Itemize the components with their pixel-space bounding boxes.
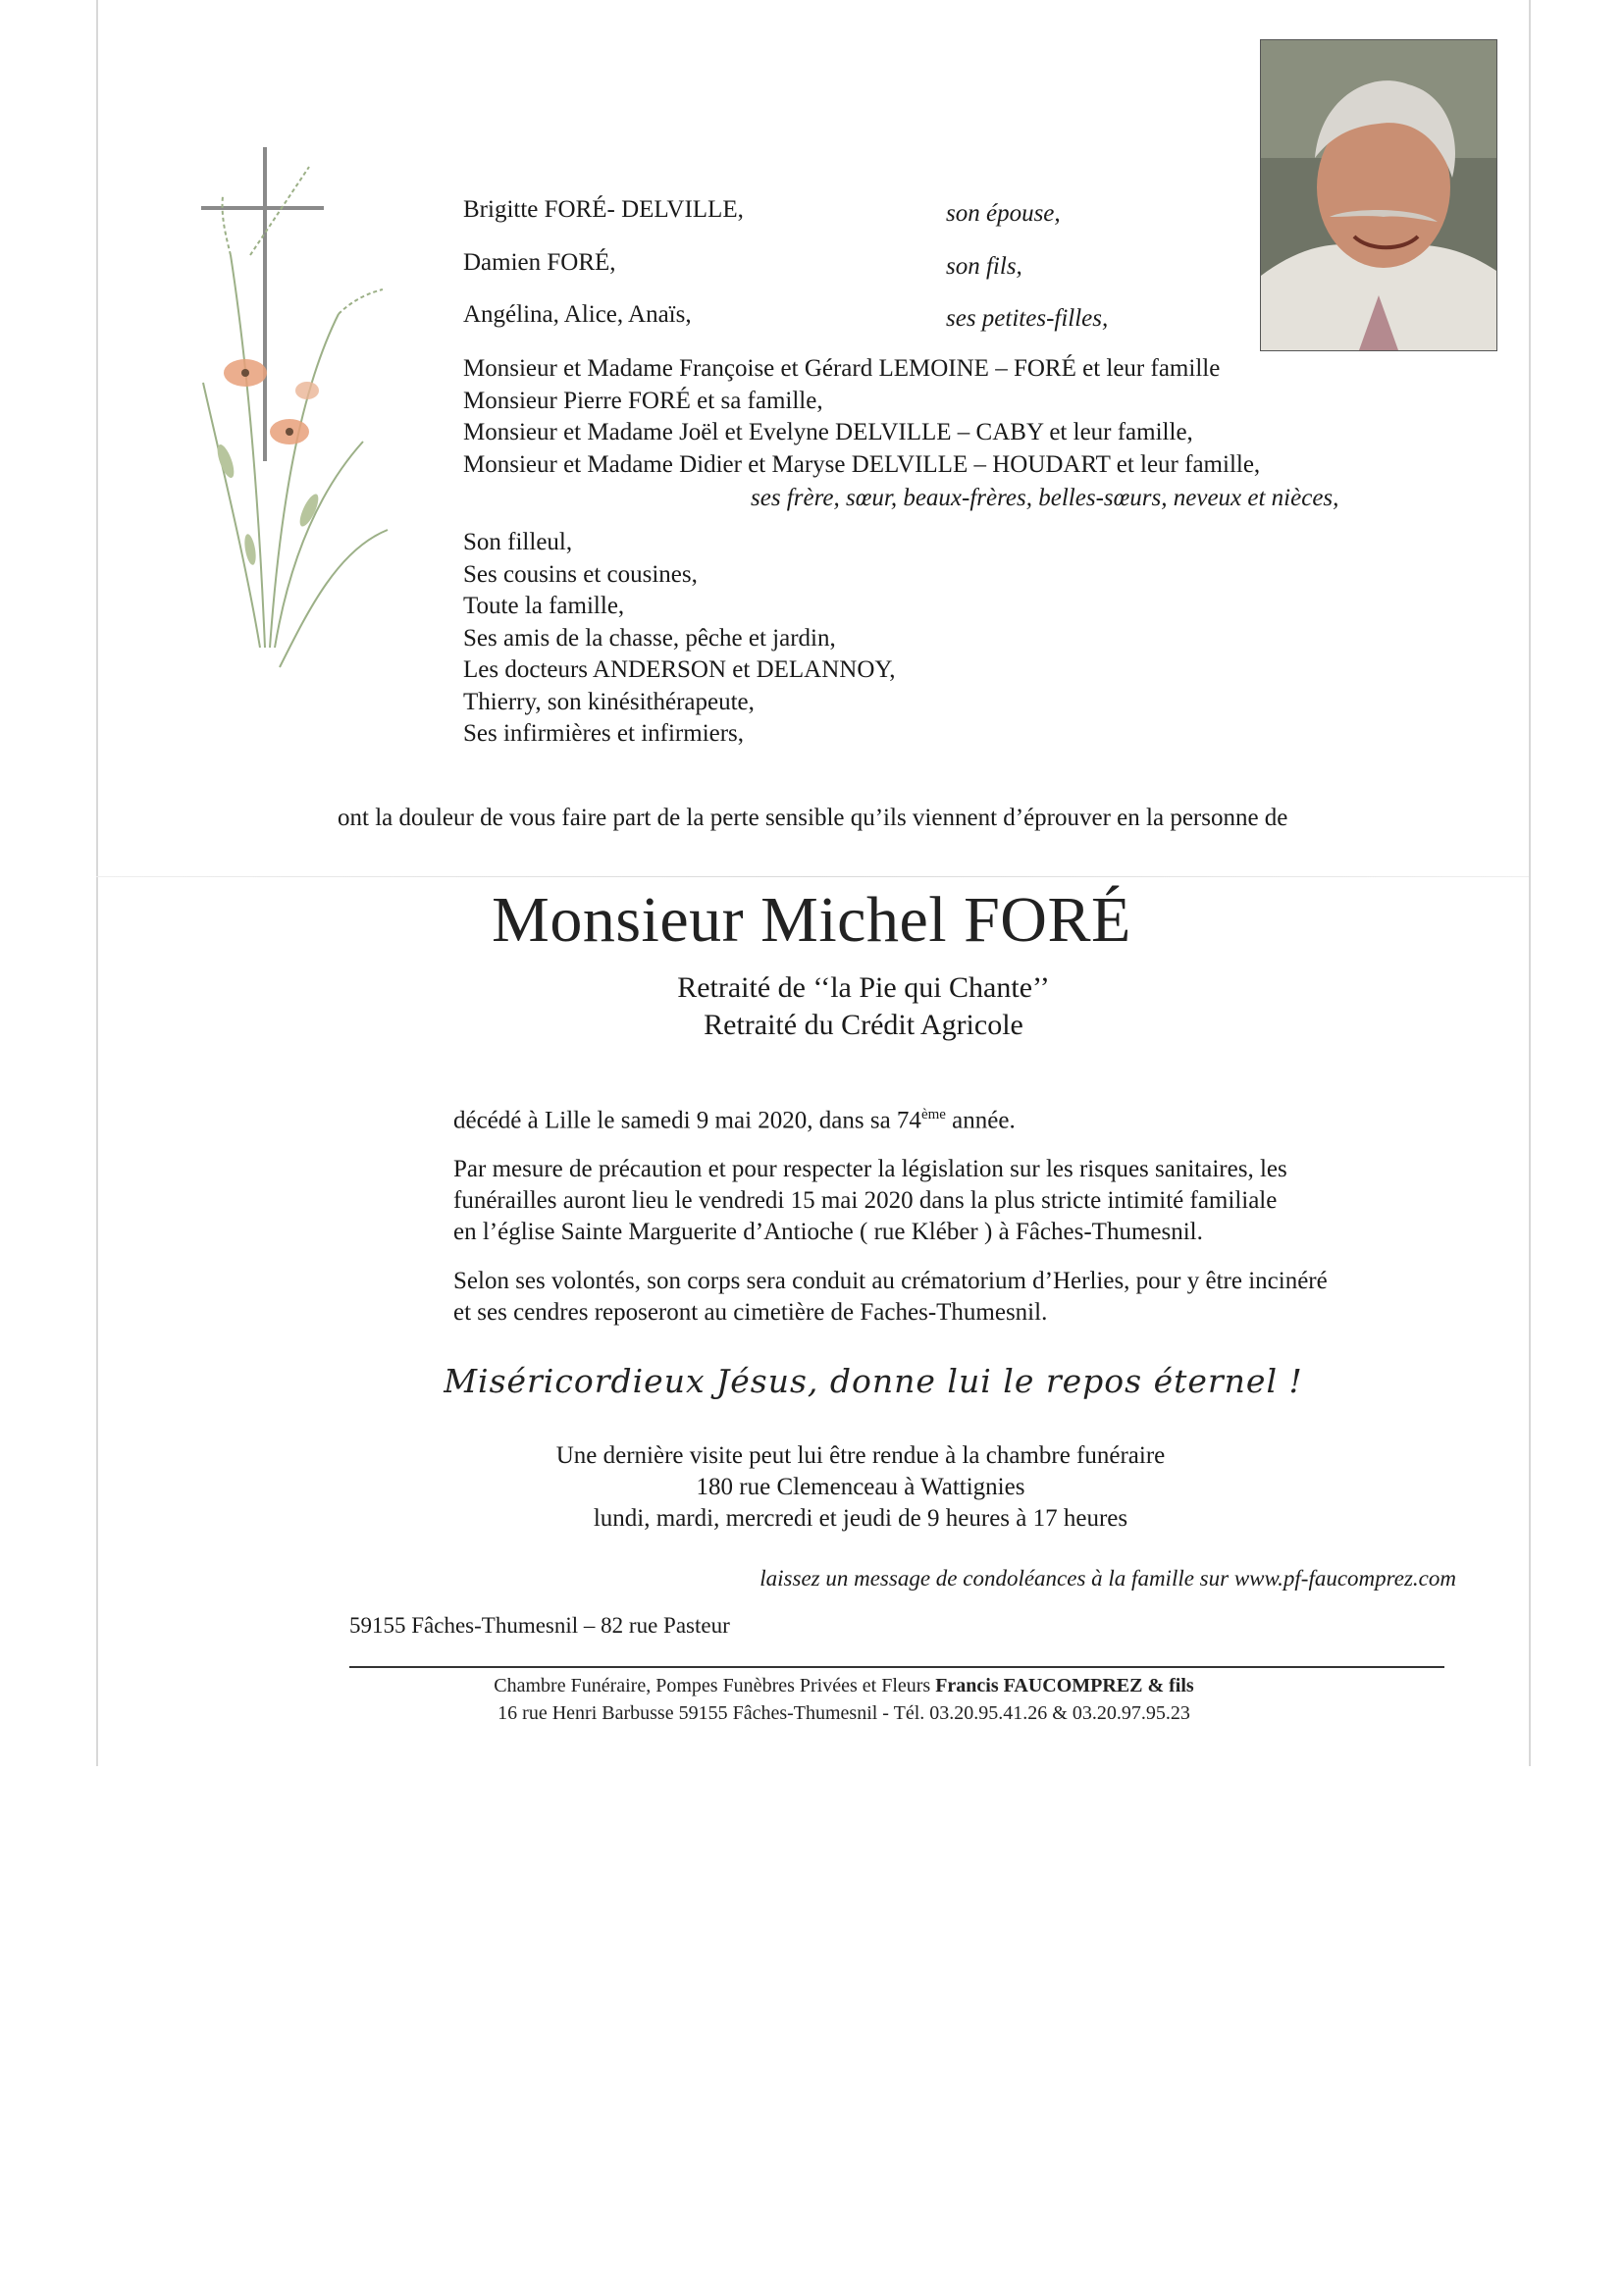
- sibling-line: Monsieur Pierre FORÉ et sa famille,: [463, 387, 823, 414]
- footer-prefix: Chambre Funéraire, Pompes Funèbres Privées et Fleurs: [494, 1675, 936, 1696]
- funeral-home-name: Francis FAUCOMPREZ & fils: [935, 1675, 1194, 1696]
- footer-rule: [349, 1666, 1444, 1668]
- other-line: Toute la famille,: [463, 593, 625, 619]
- family-address: 59155 Fâches-Thumesnil – 82 rue Pasteur: [349, 1613, 730, 1638]
- funeral-line: Par mesure de précaution et pour respecter la législation sur les risques sanitaires, les: [453, 1156, 1287, 1182]
- family-name: Brigitte FORÉ- DELVILLE,: [463, 196, 744, 223]
- wishes-paragraph: [453, 1266, 1435, 1329]
- death-sup: ème: [920, 1107, 946, 1122]
- visit-line: Une dernière visite peut lui être rendue à la chambre funéraire: [555, 1442, 1166, 1469]
- deceased-subtitle-2: Retraité du Crédit Agricole: [704, 1009, 1023, 1041]
- funeral-home-footer: [0, 1672, 1623, 1727]
- family-name: Angélina, Alice, Anaïs,: [463, 301, 692, 328]
- cross-and-poppies-illustration: [191, 137, 417, 687]
- death-after: année.: [945, 1107, 1016, 1134]
- siblings-role: ses frère, sœur, beaux-frères, belles-sœurs, neveux et nièces,: [751, 485, 1339, 511]
- fold-line: [96, 876, 1529, 877]
- deceased-name: Monsieur Michel FORÉ: [492, 884, 1131, 956]
- other-line: Son filleul,: [463, 529, 573, 555]
- other-line: Ses infirmières et infirmiers,: [463, 720, 745, 747]
- funeral-line: en l’église Sainte Marguerite d’Antioche ( rue Kléber ) à Fâches-Thumesnil.: [453, 1219, 1203, 1245]
- deceased-subtitle-1: Retraité de ‘‘la Pie qui Chante’’: [677, 971, 1050, 1004]
- family-son: [463, 249, 1150, 285]
- wheat-stems: [203, 167, 388, 667]
- funeral-paragraph: [453, 1154, 1435, 1248]
- other-line: Les docteurs ANDERSON et DELANNOY,: [463, 656, 896, 683]
- condolences-note: laissez un message de condoléances à la famille sur www.pf-faucomprez.com: [759, 1566, 1456, 1591]
- others-list: [463, 527, 895, 751]
- visit-line: 180 rue Clemenceau à Wattignies: [696, 1474, 1025, 1500]
- announcement-text: ont la douleur de vous faire part de la perte sensible qu’ils viennent d’éprouver en la personne de: [338, 805, 1288, 831]
- prayer-text: Miséricordieux Jésus, donne lui le repos éternel !: [444, 1362, 1303, 1400]
- visit-info: [0, 1440, 1623, 1535]
- portrait-photo: [1260, 39, 1497, 351]
- family-granddaughters: [463, 301, 1150, 337]
- family-role: ses petites-filles,: [946, 305, 1109, 332]
- sibling-line: Monsieur et Madame Didier et Maryse DELVILLE – HOUDART et leur famille,: [463, 450, 1261, 478]
- footer-line-1: [0, 1672, 1623, 1699]
- wishes-line: Selon ses volontés, son corps sera conduit au crématorium d’Herlies, pour y être incinéré: [453, 1268, 1328, 1294]
- sibling-line: Monsieur et Madame Joël et Evelyne DELVILLE – CABY et leur famille,: [463, 419, 1193, 445]
- family-spouse: [463, 196, 1150, 232]
- siblings-list: [463, 353, 1260, 481]
- other-line: Ses cousins et cousines,: [463, 560, 698, 588]
- other-line: Ses amis de la chasse, pêche et jardin,: [463, 624, 836, 652]
- death-line: [453, 1099, 1435, 1136]
- visit-line: lundi, mardi, mercredi et jeudi de 9 heures à 17 heures: [593, 1505, 1128, 1532]
- cross-icon: [201, 147, 324, 461]
- other-line: Thierry, son kinésithérapeute,: [463, 688, 755, 715]
- family-role: son épouse,: [946, 200, 1061, 227]
- footer-line-2: 16 rue Henri Barbusse 59155 Fâches-Thumesnil - Tél. 03.20.95.41.26 & 03.20.97.95.23: [497, 1702, 1190, 1724]
- death-text: décédé à Lille le samedi 9 mai 2020, dans sa 74: [453, 1107, 921, 1134]
- funeral-line: funérailles auront lieu le vendredi 15 mai 2020 dans la plus stricte intimité familiale: [453, 1187, 1278, 1214]
- poppy-flowers: [224, 359, 319, 444]
- wishes-line: et ses cendres reposeront au cimetière de Faches-Thumesnil.: [453, 1299, 1048, 1326]
- family-role: son fils,: [946, 253, 1022, 280]
- family-name: Damien FORÉ,: [463, 249, 616, 276]
- sibling-line: Monsieur et Madame Françoise et Gérard LEMOINE – FORÉ et leur famille: [463, 355, 1221, 382]
